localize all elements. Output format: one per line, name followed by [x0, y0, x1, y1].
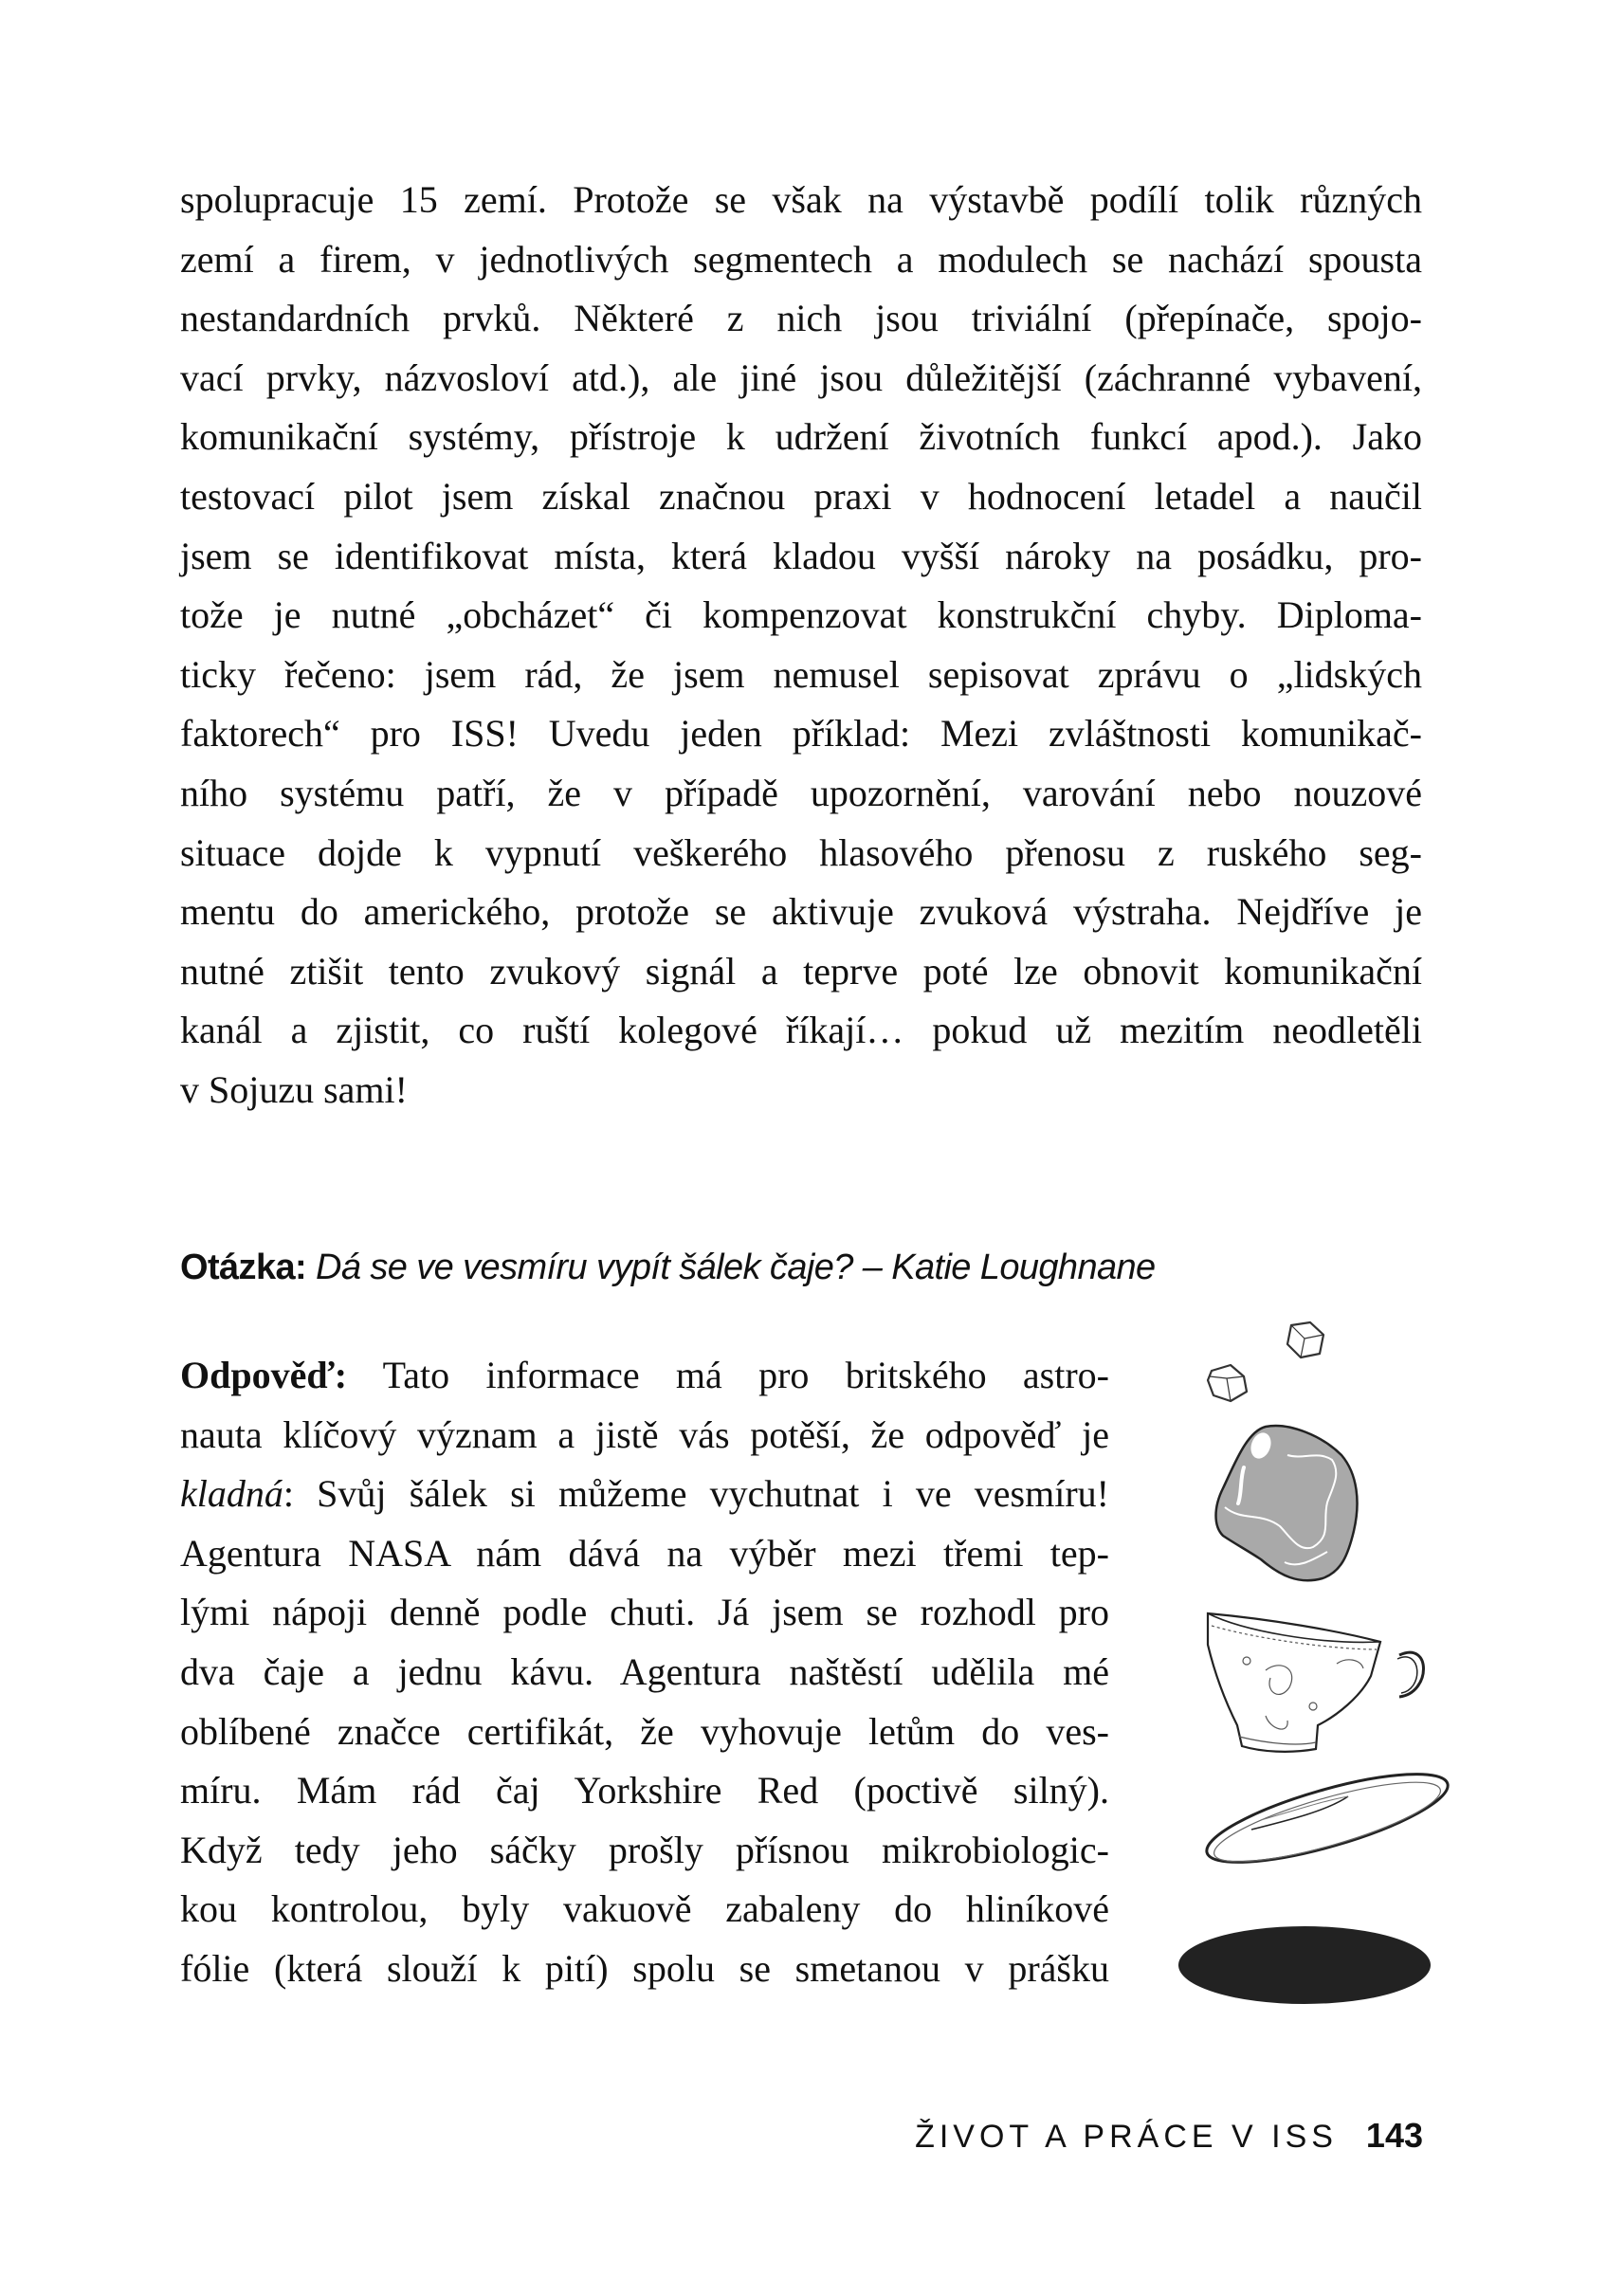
- sugar-cube-icon: [1208, 1365, 1247, 1401]
- text-line: tože je nutné „obcházet“ či kompenzovat konstrukční chyby. Diploma-: [180, 593, 1422, 637]
- text-line: vací prvky, názvosloví atd.), ale jiné jsou důležitější (záchranné vybavení,: [180, 355, 1422, 399]
- saucer-icon: [1199, 1757, 1455, 1880]
- answer-text: : Svůj šálek si můžeme vychutnat i ve vesmíru!: [283, 1472, 1109, 1516]
- question-text: Dá se ve vesmíru vypít šálek čaje? – Katie Loughnane: [306, 1248, 1156, 1287]
- answer-line: Agentura NASA nám dává na výběr mezi třemi tep-: [180, 1531, 1109, 1575]
- shadow-icon: [1178, 1926, 1431, 2004]
- answer-text: Tato informace má pro britského astro-: [347, 1354, 1109, 1396]
- main-paragraph: [180, 171, 1422, 1120]
- answer-line: Když tedy jeho sáčky prošly přísnou mikrobiologic-: [180, 1828, 1109, 1871]
- text-line: kanál a zjistit, co ruští kolegové říkají… pokud už mezitím neodletěli: [180, 1009, 1422, 1052]
- text-line: nestandardních prvků. Některé z nich jsou triviální (přepínače, spojo-: [180, 297, 1422, 340]
- running-section-title: ŽIVOT A PRÁCE V ISS: [915, 2119, 1338, 2155]
- answer-line: fólie (která slouží k pití) spolu se smetanou v prášku: [180, 1946, 1109, 1990]
- text-line: faktorech“ pro ISS! Uvedu jeden příklad: Mezi zvláštnosti komunikač-: [180, 712, 1422, 756]
- text-line: testovací pilot jsem získal značnou praxi v hodnocení letadel a naučil: [180, 474, 1422, 518]
- answer-line: dva čaje a jednu kávu. Agentura naštěstí udělila mé: [180, 1649, 1109, 1693]
- text-line: ticky řečeno: jsem rád, že jsem nemusel sepisovat zprávu o „lidských: [180, 652, 1422, 696]
- answer-line: míru. Mám rád čaj Yorkshire Red (poctivě silný).: [180, 1769, 1109, 1812]
- text-line: jsem se identifikovat místa, která kladou vyšší nároky na posádku, pro-: [180, 534, 1422, 577]
- answer-line: [180, 1465, 1109, 1524]
- answer-line: oblíbené značce certifikát, že vyhovuje letům do ves-: [180, 1709, 1109, 1753]
- answer-line: kou kontrolou, byly vakuově zabaleny do hliníkové: [180, 1887, 1109, 1931]
- question-label: Otázka:: [180, 1248, 307, 1287]
- text-line: ního systému patří, že v případě upozornění, varování nebo nouzové: [180, 771, 1422, 814]
- text-line: spolupracuje 15 zemí. Protože se však na výstavbě podílí tolik různých: [180, 178, 1422, 221]
- sugar-cube-icon: [1287, 1322, 1323, 1357]
- page-footer: [915, 2116, 1423, 2156]
- tea-illustration: [1147, 1318, 1507, 2010]
- teacup-icon: [1208, 1613, 1424, 1752]
- answer-paragraph: [180, 1346, 1109, 1999]
- floating-tea-blob: [1216, 1426, 1358, 1580]
- answer-label: Odpověď:: [180, 1354, 348, 1396]
- text-line: mentu do amerického, protože se aktivuje zvuková výstraha. Nejdříve je: [180, 890, 1422, 934]
- page-number: 143: [1365, 2116, 1423, 2155]
- answer-line: lými nápoji denně podle chuti. Já jsem se rozhodl pro: [180, 1591, 1109, 1634]
- emphasis-text: kladná: [180, 1472, 283, 1516]
- text-line: situace dojde k vypnutí veškerého hlasového přenosu z ruského seg-: [180, 830, 1422, 874]
- answer-line: nauta klíčový význam a jistě vás potěší, že odpověď je: [180, 1412, 1109, 1456]
- answer-line: [180, 1346, 1109, 1406]
- text-line: komunikační systémy, přístroje k udržení životních funkcí apod.). Jako: [180, 415, 1422, 459]
- text-line: nutné ztišit tento zvukový signál a teprve poté lze obnovit komunikační: [180, 949, 1422, 993]
- text-line: zemí a firem, v jednotlivých segmentech a modulech se nachází spousta: [180, 237, 1422, 281]
- question-heading: [180, 1248, 1156, 1288]
- text-line: v Sojuzu sami!: [180, 1067, 408, 1111]
